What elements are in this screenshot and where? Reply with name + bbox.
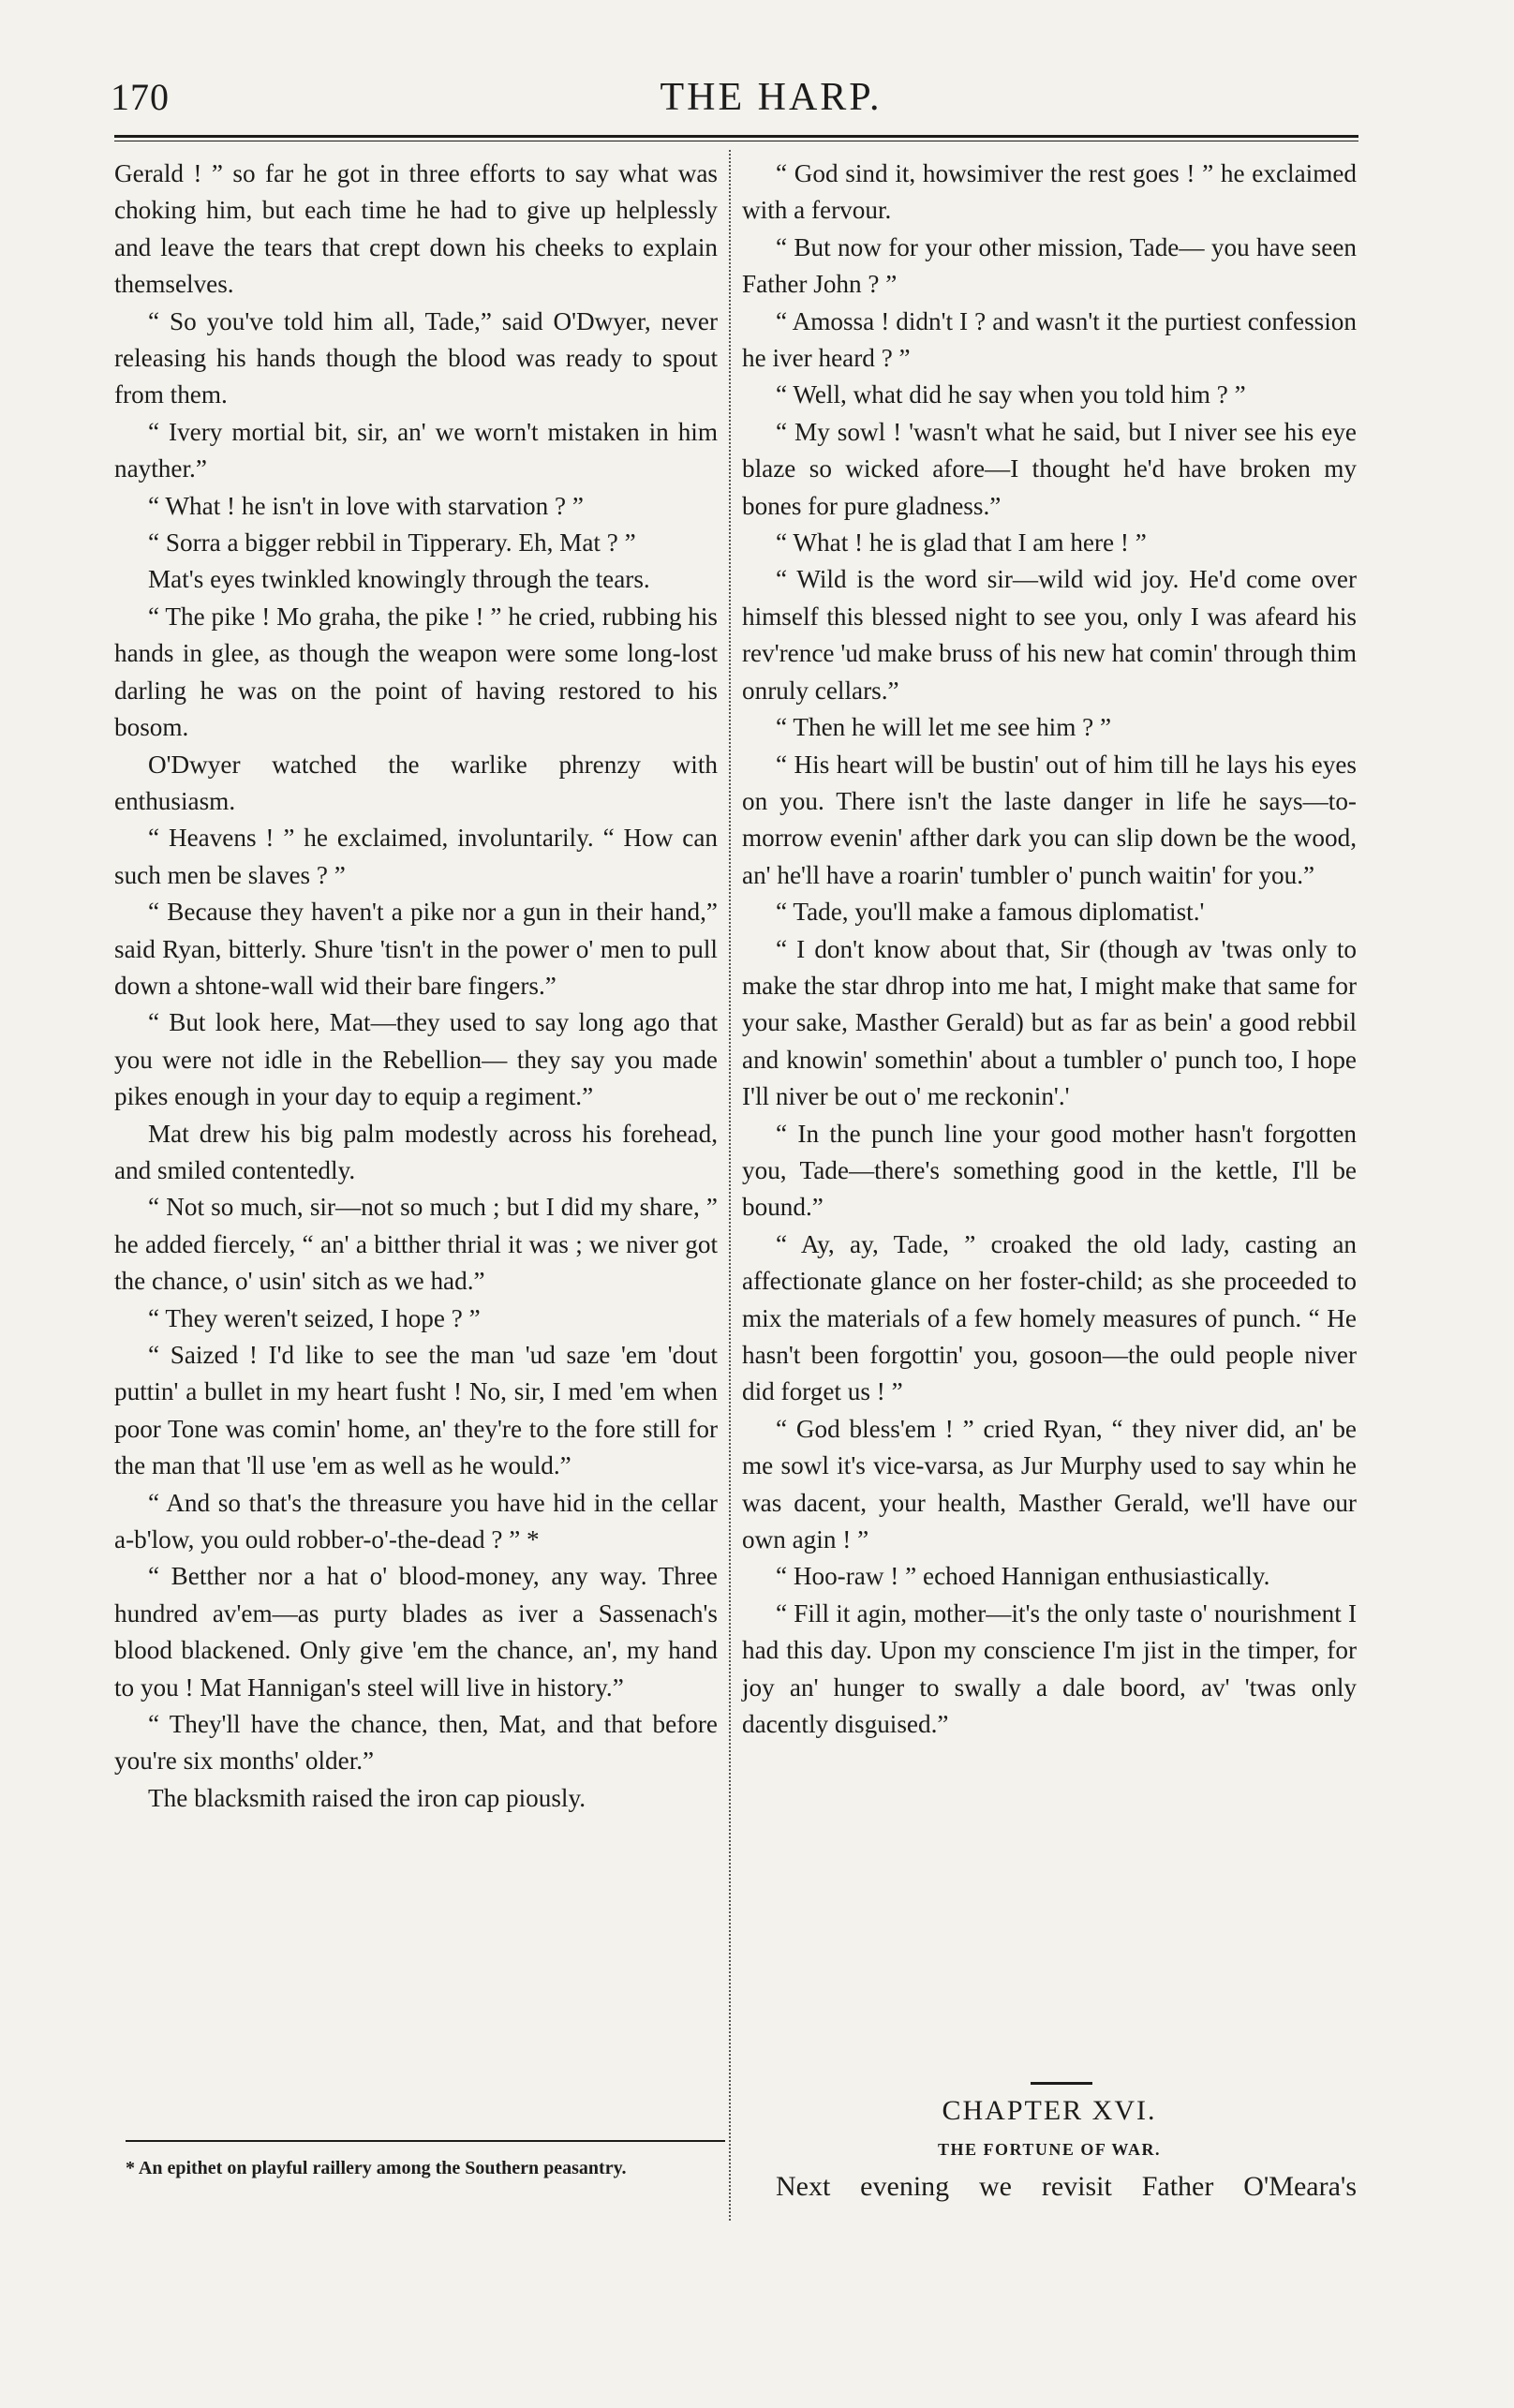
paragraph: “ They'll have the chance, then, Mat, and that before you're six months' older.” bbox=[114, 1710, 718, 1776]
paragraph: “ What ! he isn't in love with starvation ? ” bbox=[148, 491, 584, 520]
paragraph: The blacksmith raised the iron cap piously. bbox=[148, 1783, 586, 1812]
footnote: * An epithet on playful raillery among the Southern peasantry. bbox=[126, 2158, 627, 2178]
paragraph: “ But now for your other mission, Tade— you have seen Father John ? ” bbox=[742, 232, 1357, 299]
running-title: THE HARP. bbox=[660, 76, 883, 119]
page-number: 170 bbox=[111, 76, 170, 118]
paragraph: “ But look here, Mat—they used to say long ago that you were not idle in the Rebellion— they say you made pikes enough in your day to equip a regiment.” bbox=[114, 1008, 718, 1111]
paragraph: Gerald ! ” so far he got in three efforts to say what was choking him, but each time he had to give up helplessly and leave the tears that crept down his cheeks to explain themselves. bbox=[114, 159, 718, 299]
paragraph: “ Tade, you'll make a famous diplomatist.' bbox=[776, 898, 1205, 927]
paragraph: “ God sind it, howsimiver the rest goes ! ” he exclaimed with a fervour. bbox=[742, 159, 1357, 225]
paragraph: “ Fill it agin, mother—it's the only taste o' nourishment I had this day. Upon my conscience I'm jist in the timper, for joy an' hunger to swally a dale boord, av' 'twas only dacently disguised.” bbox=[742, 1598, 1357, 1739]
paragraph: “ The pike ! Mo graha, the pike ! ” he cried, rubbing his hands in glee, as though the weapon were some long-lost darling he was on the point of having restored to his bosom. bbox=[114, 602, 718, 742]
paragraph: “ Ay, ay, Tade, ” croaked the old lady, casting an affectionate glance on her foster-child; as she proceeded to mix the materials of a few homely measures of punch. “ He hasn't been forgottin' you, gosoon—the ould people niver did forget us ! ” bbox=[742, 1229, 1357, 1406]
paragraph: “ What ! he is glad that I am here ! ” bbox=[776, 528, 1147, 557]
paragraph: “ Amossa ! didn't I ? and wasn't it the purtiest confession he iver heard ? ” bbox=[742, 306, 1357, 373]
column-divider bbox=[729, 150, 731, 2221]
paragraph: “ Not so much, sir—not so much ; but I did my share, ” he added fiercely, “ an' a bitther thrial it was ; we niver got the chance, o' usin' sitch as we had.” bbox=[114, 1193, 718, 1296]
paragraph: “ My sowl ! 'wasn't what he said, but I niver see his eye blaze so wicked afore—I thought he'd have broken my bones for pure gladness.” bbox=[742, 417, 1357, 520]
paragraph: “ Sorra a bigger rebbil in Tipperary. Eh, Mat ? ” bbox=[148, 528, 636, 557]
paragraph: “ They weren't seized, I hope ? ” bbox=[148, 1303, 481, 1332]
paragraph: “ Saized ! I'd like to see the man 'ud saze 'em 'dout puttin' a bullet in my heart fusht ! No, sir, I med 'em when poor Tone was comin' home, an' they're to the fore still for the man that 'll use 'em as well as he would.” bbox=[114, 1341, 718, 1480]
paragraph: “ I don't know about that, Sir (though av 'twas only to make the star dhrop into me hat, I might make that same for your sake, Masther Gerald) but as far as bein' a good rebbil and knowin' somethin' about a tumbler o' punch too, I hope I'll niver be out o' me reckonin'.' bbox=[742, 934, 1357, 1111]
paragraph: “ Hoo-raw ! ” echoed Hannigan enthusiastically. bbox=[776, 1562, 1270, 1591]
paragraph: “ So you've told him all, Tade,” said O'Dwyer, never releasing his hands though the blood was ready to spout from them. bbox=[114, 306, 718, 409]
paragraph: “ In the punch line your good mother hasn't forgotten you, Tade—there's something good in the kettle, I'll be bound.” bbox=[742, 1119, 1357, 1222]
paragraph: “ Heavens ! ” he exclaimed, involuntarily. “ How can such men be slaves ? ” bbox=[114, 824, 718, 889]
paragraph: “ Then he will let me see him ? ” bbox=[776, 713, 1112, 742]
paragraph: “ Because they haven't a pike nor a gun in their hand,” said Ryan, bitterly. Shure 'tisn't in the power o' men to pull down a shtone-wall wid their bare fingers.” bbox=[114, 898, 718, 1000]
paragraph: O'Dwyer watched the warlike phrenzy with enthusiasm. bbox=[114, 750, 718, 815]
left-column bbox=[114, 156, 718, 1817]
paragraph: “ Wild is the word sir—wild wid joy. He'd come over himself this blessed night to see you, only I was afeard his rev'rence 'ud make bruss of his new hat comin' through thim onruly cellars.” bbox=[742, 565, 1357, 705]
paragraph: “ Well, what did he say when you told him ? ” bbox=[776, 380, 1246, 409]
footnote-rule bbox=[126, 2140, 725, 2142]
header-rule bbox=[114, 135, 1358, 138]
chapter-heading: CHAPTER XVI. bbox=[942, 2095, 1157, 2126]
chapter-subtitle: THE FORTUNE OF WAR. bbox=[938, 2140, 1161, 2159]
paragraph: Mat's eyes twinkled knowingly through the tears. bbox=[148, 565, 650, 594]
paragraph: “ Betther nor a hat o' blood-money, any way. Three hundred av'em—as purty blades as iver a Sassenach's blood blackened. Only give 'em the chance, an', my hand to you ! Mat Hannigan's steel will live in history.” bbox=[114, 1562, 718, 1702]
paragraph: “ His heart will be bustin' out of him till he lays his eyes on you. There isn't the laste danger in life he says—to-morrow evenin' afther dark you can slip down be the wood, an' he'll have a roarin' tumbler o' punch waitin' for you.” bbox=[742, 750, 1357, 889]
chapter-rule bbox=[1031, 2082, 1092, 2085]
right-column bbox=[742, 156, 1357, 1743]
paragraph: “ Ivery mortial bit, sir, an' we worn't mistaken in him nayther.” bbox=[114, 417, 718, 483]
paragraph: “ God bless'em ! ” cried Ryan, “ they niver did, an' be me sowl it's vice-varsa, as Jur Murphy used to say whin he was dacent, your health, Masther Gerald, we'll have our own agin ! ” bbox=[742, 1414, 1357, 1554]
paragraph: “ And so that's the threasure you have hid in the cellar a-b'low, you ould robber-o'-the-dead ? ” * bbox=[114, 1488, 718, 1554]
chapter-opening-line: Next evening we revisit Father O'Meara's bbox=[776, 2171, 1357, 2202]
paragraph: Mat drew his big palm modestly across his forehead, and smiled contentedly. bbox=[114, 1119, 718, 1184]
